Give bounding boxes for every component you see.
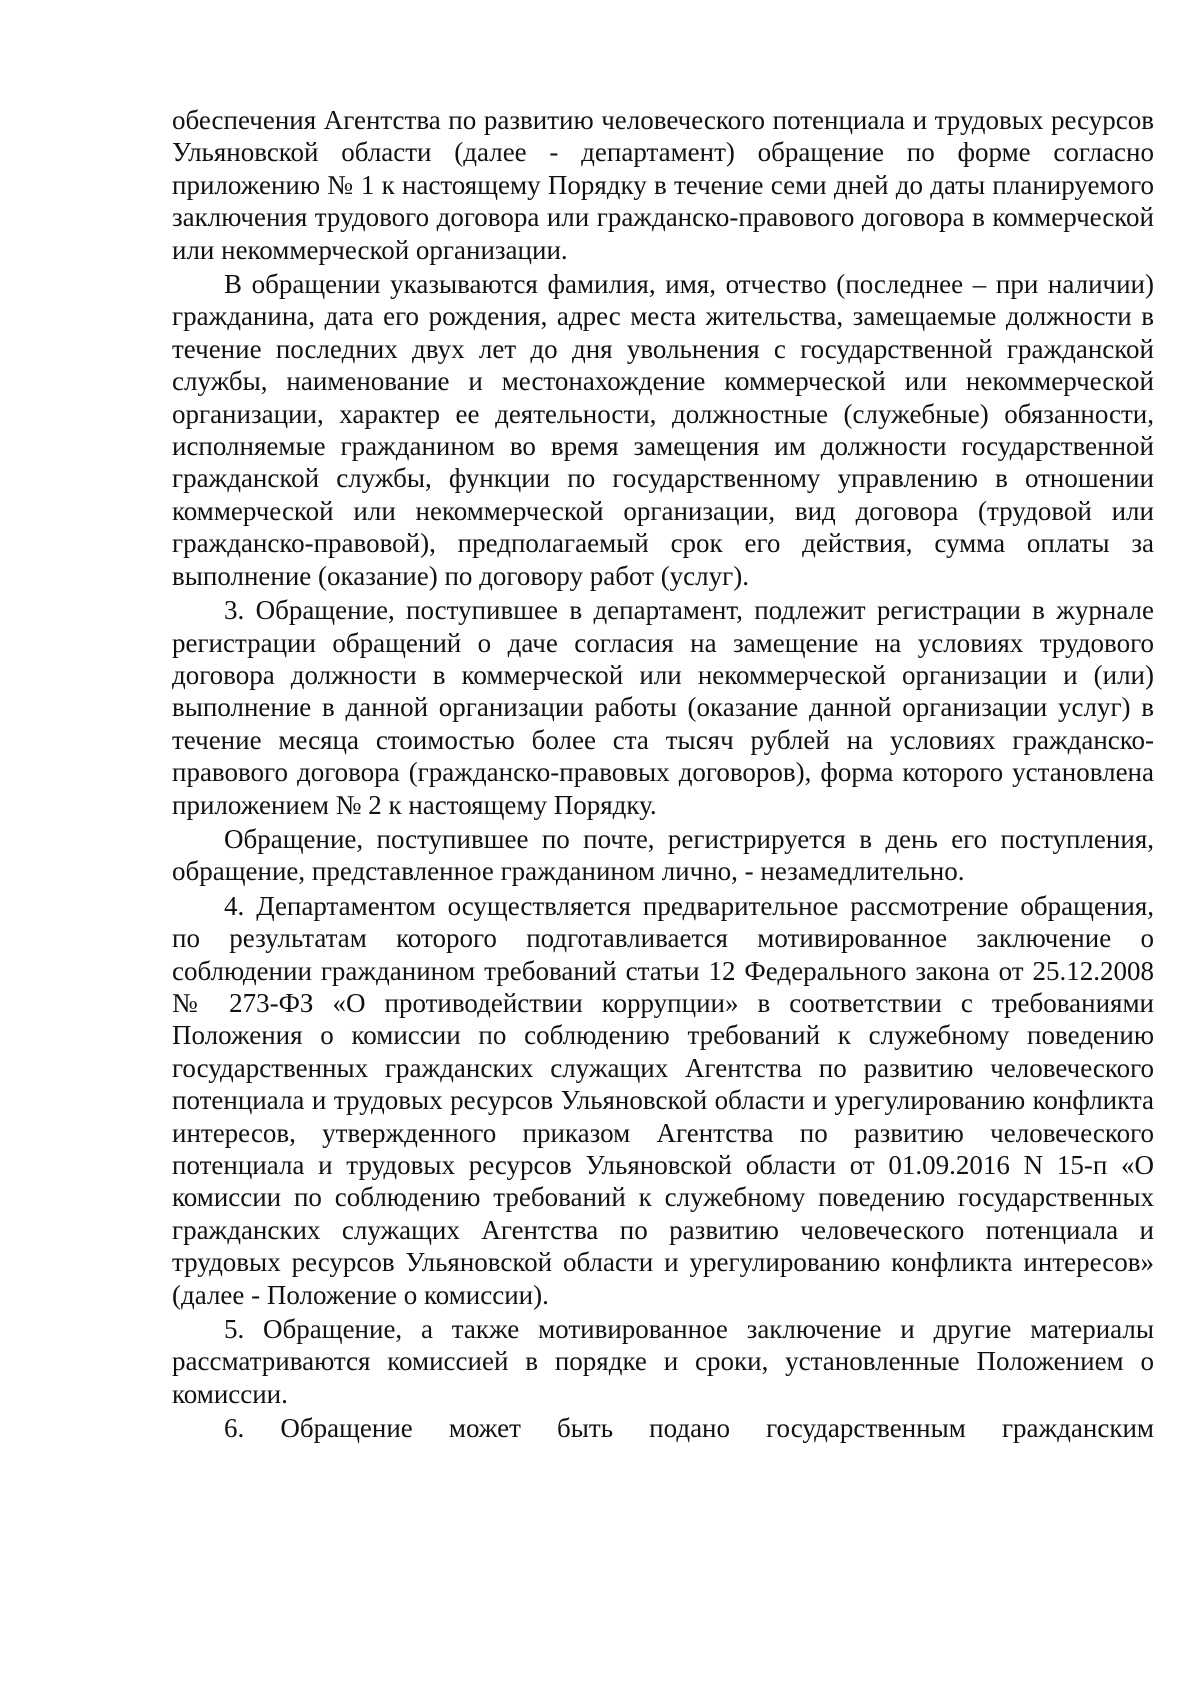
paragraph-item-5: 5. Обращение, а также мотивированное заключение и другие материалы рассматриваются комиссией в порядке и сроки, установленные Положением о комиссии. <box>172 1314 1154 1409</box>
paragraph-item-4: 4. Департаментом осуществляется предварительное рассмотрение обращения, по результатам которого подготавливается мотивированное заключение о соблюдении гражданином требований статьи 12 Федерального закона от 25.12.2008 № 273-ФЗ «О противодействии коррупции» в соответствии с требованиями Положения о комиссии по соблюдению требований к служебному поведению государственных гражданских служащих Агентства по развитию человеческого потенциала и трудовых ресурсов Ульяновской области и урегулированию конфликта интересов, утвержденного приказом Агентства по развитию человеческого потенциала и трудовых ресурсов Ульяновской области от 01.09.2016 N 15-п «О комиссии по соблюдению требований к служебному поведению государственных гражданских служащих Агентства по развитию человеческого потенциала и трудовых ресурсов Ульяновской области и урегулированию конфликта интересов» (далее - Положение о комиссии). <box>172 890 1154 1310</box>
document-body <box>172 104 1154 1447</box>
paragraph-item-6: 6. Обращение может быть подано государственным гражданским <box>224 1413 1154 1444</box>
paragraph-item-3: 3. Обращение, поступившее в департамент, подлежит регистрации в журнале регистрации обращений о даче согласия на замещение на условиях трудового договора должности в коммерческой или некоммерческой организации и (или) выполнение в данной организации работы (оказание данной организации услуг) в течение месяца стоимостью более ста тысяч рублей на условиях гражданско-правового договора (гражданско-правовых договоров), форма которого установлена приложением № 2 к настоящему Порядку. <box>172 595 1154 820</box>
paragraph-intro-continuation: обеспечения Агентства по развитию человеческого потенциала и трудовых ресурсов Ульяновской области (далее - департамент) обращение по форме согласно приложению № 1 к настоящему Порядку в течение семи дней до даты планируемого заключения трудового договора или гражданско-правового договора в коммерческой или некоммерческой организации. <box>172 105 1154 265</box>
paragraph-item-3-registration: Обращение, поступившее по почте, регистрируется в день его поступления, обращение, представленное гражданином лично, - незамедлительно. <box>172 823 1154 887</box>
paragraph-appeal-contents: В обращении указываются фамилия, имя, отчество (последнее – при наличии) гражданина, дата его рождения, адрес места жительства, замещаемые должности в течение последних двух лет до дня увольнения с государственной гражданской службы, наименование и местонахождение коммерческой или некоммерческой организации, характер ее деятельности, должностные (служебные) обязанности, исполняемые гражданином во время замещения им должности государственной гражданской службы, функции по государственному управлению в отношении коммерческой или некоммерческой организации, вид договора (трудовой или гражданско-правовой), предполагаемый срок его действия, сумма оплаты за выполнение (оказание) по договору работ (услуг). <box>172 269 1154 591</box>
